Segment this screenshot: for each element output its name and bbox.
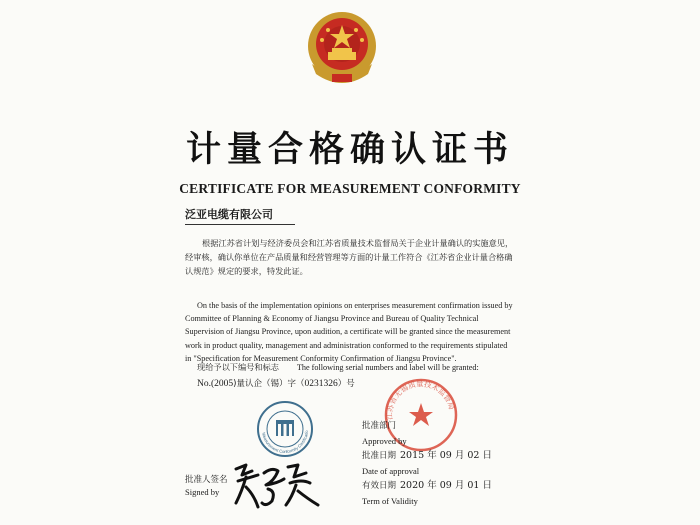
body-paragraph-english: On the basis of the implementation opinions on enterprises measurement confirmation issued by Committee of Planning & Economy of Jiangsu Province and Bureau of Quality Technical Supervision of Jiangsu Province, upon audition, a certificate will be granted since the measurement work in product quality, management and administration conformed to the requirements stipulated in "Specification for Measurement Conformity Confirmation of Jiangsu Province".	[185, 301, 513, 363]
signer-label	[185, 474, 228, 499]
number-mid2: ）字（	[279, 379, 305, 389]
approval-date-en: Date of approval	[362, 466, 420, 476]
red-seal-text: 江苏省无锡质量技术监督局	[384, 379, 457, 421]
certificate-number	[197, 377, 355, 389]
measurement-conformity-seal-icon	[256, 400, 314, 458]
blue-seal-text: Measurement Conformity Certificatio	[261, 430, 310, 455]
serial-grant-cn: 现给予以下编号和标志	[197, 362, 279, 372]
signer-label-en: Signed by	[185, 487, 220, 497]
number-region: 锡	[270, 379, 279, 389]
number-prefix: No.(	[197, 379, 215, 389]
approved-by-row	[362, 435, 492, 450]
validity-en-row	[362, 495, 492, 510]
body-paragraph-chinese: 根据江苏省计划与经济委员会和江苏省质量技术监督局关于企业计量确认的实施意见，经审核，确认你单位在产品质量和经营管理等方面的计量工作符合《江苏省企业计量合格确认规范》规定的要求，特发此证。	[185, 238, 514, 276]
approval-date-cn: 批准日期	[362, 451, 397, 461]
validity-en: Term of Validity	[362, 496, 418, 506]
serial-grant-line	[197, 362, 517, 373]
number-suffix: ）号	[337, 379, 355, 389]
handwritten-signature	[228, 455, 328, 513]
number-mid1: )量认企（	[233, 379, 271, 389]
title-chinese: 计量合格确认证书	[185, 130, 514, 170]
approval-date-row	[362, 450, 492, 465]
validity-row	[362, 480, 492, 495]
validity-cn: 有效日期	[362, 481, 397, 491]
national-emblem-icon	[304, 8, 380, 88]
number-year: 2005	[214, 379, 234, 389]
title-english: CERTIFICATE FOR MEASUREMENT CONFORMITY	[179, 181, 521, 196]
approved-by-en: Approved by	[362, 436, 407, 446]
approved-dept-row	[362, 420, 492, 435]
company-name: 泛亚电缆有限公司	[185, 206, 295, 225]
approval-date-en-row	[362, 465, 492, 480]
number-serial: 0231326	[304, 379, 338, 389]
signer-label-cn: 批准人签名	[185, 475, 228, 485]
approval-date-value: 2015 年 09 月 02 日	[400, 450, 492, 461]
approval-block	[362, 420, 492, 510]
approved-dept-cn: 批准部门	[362, 421, 397, 431]
validity-value: 2020 年 09 月 01 日	[400, 480, 492, 491]
serial-grant-en: The following serial numbers and label will be granted:	[296, 363, 479, 372]
